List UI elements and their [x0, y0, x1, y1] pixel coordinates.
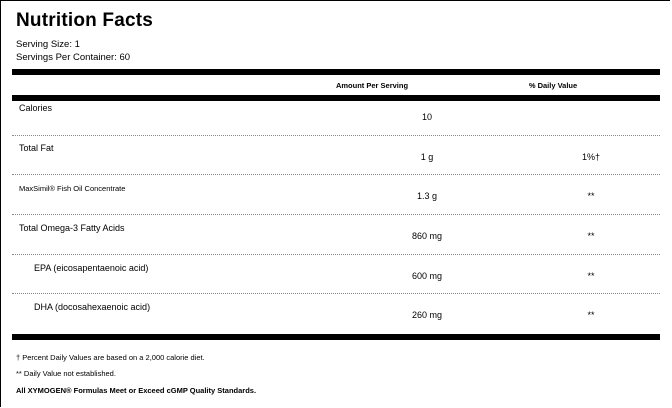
row-name-dha: DHA (docosahexaenoic acid)	[34, 302, 151, 312]
row-amount-epa: 600 mg	[411, 271, 443, 281]
row-dv-total-fat: 1%†	[581, 152, 601, 162]
footnote-quality: All XYMOGEN® Formulas Meet or Exceed cGMP Quality Standards.	[16, 386, 257, 395]
heavy-rule-bottom	[12, 334, 660, 340]
row-divider	[12, 135, 660, 136]
row-divider	[12, 254, 660, 255]
row-divider	[12, 293, 660, 294]
serving-size: Serving Size: 1	[16, 39, 80, 50]
column-header-amount: Amount Per Serving	[335, 81, 409, 90]
row-divider	[12, 214, 660, 215]
row-name-total-fat: Total Fat	[19, 143, 54, 153]
row-dv-epa: **	[587, 271, 595, 281]
heavy-rule-header	[12, 95, 660, 101]
column-header-daily-value: % Daily Value	[528, 81, 578, 90]
panel-title: Nutrition Facts	[16, 10, 154, 31]
row-name-calories: Calories	[19, 103, 53, 113]
row-dv-dha: **	[587, 310, 595, 320]
row-amount-dha: 260 mg	[411, 310, 443, 320]
row-amount-total-fat: 1 g	[420, 152, 434, 162]
row-amount-maxsimil: 1.3 g	[416, 191, 438, 201]
footnote-not-established: ** Daily Value not established.	[16, 369, 116, 378]
heavy-rule-top	[12, 69, 660, 75]
footnote-dagger: † Percent Daily Values are based on a 2,000 calorie diet.	[16, 353, 205, 362]
row-dv-maxsimil: **	[587, 191, 595, 201]
row-amount-calories: 10	[421, 112, 433, 122]
row-divider	[12, 174, 660, 175]
row-amount-omega-3: 860 mg	[411, 231, 443, 241]
row-dv-omega-3: **	[587, 231, 595, 241]
row-name-epa: EPA (eicosapentaenoic acid)	[34, 263, 149, 273]
row-name-maxsimil: MaxSimil® Fish Oil Concentrate	[19, 184, 126, 193]
servings-per-container: Servings Per Container: 60	[16, 52, 131, 63]
row-name-omega-3: Total Omega-3 Fatty Acids	[19, 223, 125, 233]
